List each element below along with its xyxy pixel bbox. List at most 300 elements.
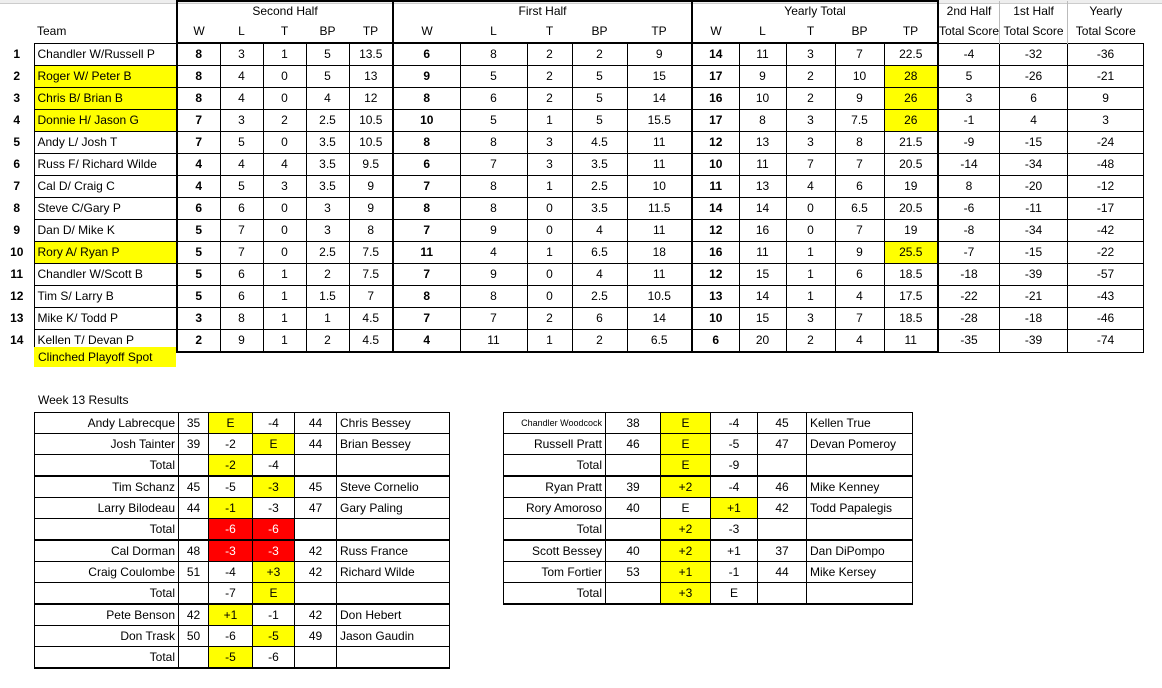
yearly-tp-cell: 21.5 (884, 132, 938, 154)
second-half-w-cell: 5 (177, 286, 220, 308)
col-header-bp: BP (591, 24, 608, 38)
first-half-t-cell: 2 (527, 88, 572, 110)
first-half-l-cell: 7 (460, 308, 527, 330)
player-two-result: -1 (711, 562, 758, 583)
total-score-cell-0: -1 (938, 110, 1000, 132)
player-two-score: 37 (758, 540, 807, 562)
col-header-tp: TP (651, 24, 667, 38)
first-half-l-cell: 5 (460, 66, 527, 88)
second-half-tp-cell: 13 (349, 66, 393, 88)
first-half-bp-cell: 4 (572, 264, 627, 286)
total-label: Total (504, 455, 606, 477)
total-score-cell-2: 3 (1068, 110, 1144, 132)
second-half-t-cell: 2 (263, 110, 306, 132)
rank-cell: 7 (13, 179, 21, 193)
second-half-t-cell: 1 (263, 264, 306, 286)
standings-row (0, 154, 1144, 176)
total-blank (606, 583, 661, 605)
first-half-bp-cell: 6 (572, 308, 627, 330)
yearly-t-cell: 0 (786, 198, 835, 220)
total-a: -5 (209, 647, 253, 669)
header-row-groups (0, 1, 1144, 20)
yearly-w-cell: 16 (692, 242, 739, 264)
yearly-tp-cell: 11 (884, 330, 938, 353)
second-half-l-cell: 9 (220, 330, 263, 353)
yearly-total-header: Yearly Total (692, 1, 938, 20)
first-half-t-cell: 2 (527, 43, 572, 66)
second-half-bp-cell: 3.5 (306, 154, 349, 176)
yearly-w-cell: 13 (692, 286, 739, 308)
total-score-cell-1: -39 (1000, 330, 1068, 353)
yearly-l-cell: 11 (739, 154, 786, 176)
yearly-bp-cell: 7 (835, 154, 884, 176)
first-half-bp-cell: 4.5 (572, 132, 627, 154)
col-header-t: T (806, 24, 815, 38)
result-row (35, 476, 450, 498)
player-two-name: Chris Bessey (337, 413, 450, 434)
first-half-tp-cell: 9 (627, 43, 692, 66)
player-one-score: 45 (179, 476, 209, 498)
yearly-tp-cell: 18.5 (884, 264, 938, 286)
player-one-name: Chandler Woodcock (504, 413, 606, 434)
first-half-w-cell: 11 (393, 242, 460, 264)
result-row (35, 540, 450, 562)
team-header-blank (34, 1, 177, 20)
result-row (35, 434, 450, 455)
yearly-l-cell: 14 (739, 198, 786, 220)
player-two-name: Todd Papalegis (807, 498, 913, 519)
total-score-cell-2: -21 (1068, 66, 1144, 88)
total-b: -6 (253, 519, 295, 541)
player-one-name: Rory Amoroso (504, 498, 606, 519)
first-half-w-cell: 8 (393, 88, 460, 110)
second-half-tp-cell: 10.5 (349, 110, 393, 132)
yearly-t-cell: 2 (786, 330, 835, 353)
first-half-header: First Half (393, 1, 692, 20)
yearly-bp-cell: 4 (835, 286, 884, 308)
player-one-result: -1 (209, 498, 253, 519)
player-one-score: 38 (606, 413, 661, 434)
yearly-w-cell: 17 (692, 66, 739, 88)
rank-cell: 6 (13, 157, 21, 171)
rank-cell: 1 (13, 46, 21, 61)
first-half-w-cell: 8 (393, 132, 460, 154)
second-half-w-cell: 2 (177, 330, 220, 353)
yearly-tp-cell: 17.5 (884, 286, 938, 308)
col-header-w: W (177, 20, 220, 43)
header-row-columns (0, 20, 1144, 43)
second-half-w-cell: 8 (177, 66, 220, 88)
result-row (504, 540, 913, 562)
standings-row (0, 220, 1144, 242)
second-half-l-cell: 5 (220, 132, 263, 154)
first-half-t-cell: 3 (527, 154, 572, 176)
team-name-cell: Tim S/ Larry B (34, 286, 177, 308)
first-half-l-cell: 6 (460, 88, 527, 110)
team-name-cell: Cal D/ Craig C (34, 176, 177, 198)
rank-cell: 8 (13, 201, 21, 215)
yearly-tp-cell: 19 (884, 176, 938, 198)
corner-cell-2 (0, 20, 34, 43)
first-half-bp-cell: 3.5 (572, 154, 627, 176)
team-name-cell: Andy L/ Josh T (34, 132, 177, 154)
second-half-w-cell: 4 (177, 176, 220, 198)
result-total-row (35, 583, 450, 605)
player-one-result: +1 (209, 604, 253, 626)
second-half-tp-cell: 7.5 (349, 242, 393, 264)
second-half-bp-cell: 3.5 (306, 132, 349, 154)
player-one-result: +1 (661, 562, 711, 583)
standings-row (0, 43, 1144, 66)
first-half-l-cell: 11 (460, 330, 527, 353)
yearly-t-cell: 4 (786, 176, 835, 198)
second-half-t-cell: 3 (263, 176, 306, 198)
player-one-result: +2 (661, 476, 711, 498)
second-half-t-cell: 0 (263, 242, 306, 264)
total-blank (606, 519, 661, 541)
second-half-header: Second Half (177, 1, 393, 20)
rank-cell: 11 (10, 267, 24, 281)
player-one-result: -4 (209, 562, 253, 583)
player-two-name: Kellen True (807, 413, 913, 434)
second-half-tp-cell: 7 (349, 286, 393, 308)
first-half-tp-cell: 11 (627, 220, 692, 242)
second-half-t-cell: 0 (263, 198, 306, 220)
player-one-score: 53 (606, 562, 661, 583)
total-score-cell-0: 8 (938, 176, 1000, 198)
total-a: -2 (209, 455, 253, 477)
player-two-name: Brian Bessey (337, 434, 450, 455)
second-half-tp-cell: 12 (349, 88, 393, 110)
yearly-tp-cell: 20.5 (884, 154, 938, 176)
player-two-score: 45 (758, 413, 807, 434)
first-half-t-cell: 1 (527, 242, 572, 264)
yearly-w-cell: 14 (692, 43, 739, 66)
first-half-t-cell: 0 (527, 286, 572, 308)
summary-header-top-2: Yearly (1068, 1, 1144, 20)
total-score-cell-0: -28 (938, 308, 1000, 330)
total-blank-3 (337, 455, 450, 477)
second-half-tp-cell: 7.5 (349, 264, 393, 286)
rank-cell: 14 (10, 333, 24, 348)
player-two-name: Mike Kersey (807, 562, 913, 583)
total-score-cell-2: 9 (1068, 88, 1144, 110)
player-one-result: E (661, 498, 711, 519)
player-two-result: -5 (711, 434, 758, 455)
team-name-cell: Chandler W/Russell P (34, 43, 177, 66)
player-one-score: 40 (606, 540, 661, 562)
player-one-name: Pete Benson (35, 604, 179, 626)
total-score-cell-2: -42 (1068, 220, 1144, 242)
clinched-playoff-legend: Clinched Playoff Spot (34, 347, 176, 367)
total-score-cell-1: 4 (1000, 110, 1068, 132)
result-total-row (35, 647, 450, 669)
standings-row (0, 308, 1144, 330)
player-one-score: 40 (606, 498, 661, 519)
total-blank-3 (807, 583, 913, 605)
total-score-cell-1: -34 (1000, 154, 1068, 176)
total-score-cell-1: -39 (1000, 264, 1068, 286)
second-half-tp-cell: 4.5 (349, 308, 393, 330)
first-half-l-cell: 9 (460, 264, 527, 286)
total-score-cell-1: -34 (1000, 220, 1068, 242)
total-blank-3 (337, 519, 450, 541)
second-half-bp-cell: 2.5 (306, 242, 349, 264)
player-two-score: 45 (295, 476, 337, 498)
first-half-t-cell: 0 (527, 264, 572, 286)
player-one-score: 46 (606, 434, 661, 455)
total-score-cell-2: -36 (1068, 43, 1144, 66)
yearly-t-cell: 3 (786, 43, 835, 66)
first-half-l-cell: 5 (460, 110, 527, 132)
player-two-score: 42 (295, 562, 337, 583)
yearly-w-cell: 6 (692, 330, 739, 353)
result-row (504, 476, 913, 498)
second-half-bp-cell: 2 (306, 330, 349, 353)
summary-header-bottom-1: Total Score (1000, 20, 1068, 43)
second-half-w-cell: 8 (177, 88, 220, 110)
first-half-tp-cell: 11 (627, 264, 692, 286)
first-half-tp-cell: 18 (627, 242, 692, 264)
summary-header-top-0: 2nd Half (938, 1, 1000, 20)
player-two-result: +3 (253, 562, 295, 583)
yearly-w-cell: 17 (692, 110, 739, 132)
standings-row (0, 110, 1144, 132)
second-half-w-cell: 5 (177, 242, 220, 264)
second-half-bp-cell: 3 (306, 198, 349, 220)
first-half-t-cell: 0 (527, 198, 572, 220)
total-score-cell-1: -21 (1000, 286, 1068, 308)
result-row (35, 604, 450, 626)
second-half-tp-cell: 4.5 (349, 330, 393, 353)
player-two-result: -1 (253, 604, 295, 626)
yearly-tp-cell: 28 (884, 66, 938, 88)
col-header-tp: TP (362, 24, 379, 38)
first-half-w-cell: 6 (393, 154, 460, 176)
total-score-cell-0: -6 (938, 198, 1000, 220)
player-two-result: -4 (253, 413, 295, 434)
yearly-tp-cell: 26 (884, 88, 938, 110)
player-two-name: Jason Gaudin (337, 626, 450, 647)
total-blank-2 (295, 647, 337, 669)
total-b: -4 (253, 455, 295, 477)
result-total-row (504, 583, 913, 605)
week-results-left-table (34, 412, 450, 669)
total-a: +2 (661, 519, 711, 541)
total-score-cell-1: -15 (1000, 132, 1068, 154)
player-one-score: 39 (179, 434, 209, 455)
second-half-l-cell: 4 (220, 154, 263, 176)
total-score-cell-2: -17 (1068, 198, 1144, 220)
player-two-score: 44 (295, 434, 337, 455)
player-one-name: Cal Dorman (35, 540, 179, 562)
standings-row (0, 132, 1144, 154)
total-label: Total (35, 519, 179, 541)
yearly-bp-cell: 4 (835, 330, 884, 353)
yearly-t-cell: 2 (786, 66, 835, 88)
yearly-tp-cell: 26 (884, 110, 938, 132)
player-one-score: 44 (179, 498, 209, 519)
yearly-l-cell: 16 (739, 220, 786, 242)
corner-cell (0, 1, 34, 20)
first-half-t-cell: 1 (527, 176, 572, 198)
player-two-name: Richard Wilde (337, 562, 450, 583)
second-half-tp-cell: 8 (349, 220, 393, 242)
player-one-result: E (661, 413, 711, 434)
second-half-l-cell: 6 (220, 264, 263, 286)
first-half-bp-cell: 6.5 (572, 242, 627, 264)
second-half-w-cell: 7 (177, 132, 220, 154)
total-b: -6 (253, 647, 295, 669)
total-score-cell-1: 6 (1000, 88, 1068, 110)
rank-cell: 13 (10, 311, 24, 325)
yearly-tp-cell: 18.5 (884, 308, 938, 330)
first-half-w-cell: 10 (393, 110, 460, 132)
result-total-row (35, 455, 450, 477)
player-two-name: Devan Pomeroy (807, 434, 913, 455)
second-half-l-cell: 8 (220, 308, 263, 330)
second-half-w-cell: 8 (177, 43, 220, 66)
first-half-tp-cell: 10.5 (627, 286, 692, 308)
total-blank-2 (295, 519, 337, 541)
player-one-score: 48 (179, 540, 209, 562)
standings-row (0, 286, 1144, 308)
yearly-l-cell: 11 (739, 242, 786, 264)
total-score-cell-0: -22 (938, 286, 1000, 308)
second-half-t-cell: 0 (263, 66, 306, 88)
player-one-result: -3 (209, 540, 253, 562)
second-half-bp-cell: 2.5 (306, 110, 349, 132)
first-half-w-cell: 6 (393, 43, 460, 66)
yearly-w-cell: 14 (692, 198, 739, 220)
player-two-result: -5 (253, 626, 295, 647)
first-half-bp-cell: 4 (572, 220, 627, 242)
first-half-t-cell: 3 (527, 132, 572, 154)
total-score-cell-0: -7 (938, 242, 1000, 264)
yearly-t-cell: 1 (786, 242, 835, 264)
result-row (35, 413, 450, 434)
first-half-t-cell: 1 (527, 110, 572, 132)
first-half-w-cell: 8 (393, 198, 460, 220)
second-half-tp-cell: 9.5 (349, 154, 393, 176)
second-half-t-cell: 1 (263, 43, 306, 66)
player-one-name: Scott Bessey (504, 540, 606, 562)
first-half-t-cell: 1 (527, 330, 572, 353)
first-half-l-cell: 8 (460, 43, 527, 66)
rank-cell: 12 (10, 289, 24, 303)
yearly-w-cell: 10 (692, 154, 739, 176)
player-two-result: E (253, 434, 295, 455)
yearly-w-cell: 12 (692, 220, 739, 242)
player-two-score: 42 (295, 540, 337, 562)
total-score-cell-2: -24 (1068, 132, 1144, 154)
second-half-w-cell: 4 (177, 154, 220, 176)
total-a: +3 (661, 583, 711, 605)
yearly-t-cell: 7 (786, 154, 835, 176)
team-name-cell: Rory A/ Ryan P (34, 242, 177, 264)
yearly-bp-cell: 9 (835, 88, 884, 110)
player-two-result: -3 (253, 498, 295, 519)
total-score-cell-2: -43 (1068, 286, 1144, 308)
player-one-name: Don Trask (35, 626, 179, 647)
total-score-cell-1: -32 (1000, 43, 1068, 66)
player-one-score: 51 (179, 562, 209, 583)
player-one-result: -5 (209, 476, 253, 498)
player-one-name: Josh Tainter (35, 434, 179, 455)
player-one-score: 42 (179, 604, 209, 626)
second-half-l-cell: 4 (220, 88, 263, 110)
team-name-cell: Kellen T/ Devan P (34, 330, 177, 353)
yearly-l-cell: 13 (739, 132, 786, 154)
total-score-cell-1: -11 (1000, 198, 1068, 220)
standings-row (0, 66, 1144, 88)
total-label: Total (504, 583, 606, 605)
player-two-name: Don Hebert (337, 604, 450, 626)
second-half-w-cell: 5 (177, 264, 220, 286)
first-half-tp-cell: 11 (627, 132, 692, 154)
yearly-bp-cell: 6.5 (835, 198, 884, 220)
total-blank-2 (295, 583, 337, 605)
first-half-bp-cell: 2 (572, 330, 627, 353)
team-name-cell: Donnie H/ Jason G (34, 110, 177, 132)
team-name-cell: Roger W/ Peter B (34, 66, 177, 88)
total-score-cell-0: -8 (938, 220, 1000, 242)
second-half-t-cell: 0 (263, 132, 306, 154)
total-blank (179, 455, 209, 477)
first-half-w-cell: 7 (393, 264, 460, 286)
second-half-tp-cell: 10.5 (349, 132, 393, 154)
total-score-cell-2: -22 (1068, 242, 1144, 264)
first-half-tp-cell: 11 (627, 154, 692, 176)
total-blank-3 (807, 519, 913, 541)
second-half-l-cell: 5 (220, 176, 263, 198)
col-header-l: L (490, 24, 497, 38)
second-half-t-cell: 1 (263, 308, 306, 330)
result-row (504, 413, 913, 434)
yearly-bp-cell: 6 (835, 264, 884, 286)
first-half-tp-cell: 15.5 (627, 110, 692, 132)
second-half-l-cell: 3 (220, 110, 263, 132)
first-half-bp-cell: 2.5 (572, 176, 627, 198)
rank-cell: 3 (13, 91, 21, 105)
second-half-bp-cell: 4 (306, 88, 349, 110)
yearly-t-cell: 0 (786, 220, 835, 242)
second-half-w-cell: 5 (177, 220, 220, 242)
second-half-bp-cell: 2 (306, 264, 349, 286)
first-half-tp-cell: 14 (627, 88, 692, 110)
yearly-w-cell: 11 (692, 176, 739, 198)
second-half-t-cell: 1 (263, 286, 306, 308)
total-score-cell-2: -57 (1068, 264, 1144, 286)
col-header-t: T (280, 24, 289, 38)
team-name-cell: Mike K/ Todd P (34, 308, 177, 330)
yearly-tp-cell: 20.5 (884, 198, 938, 220)
second-half-t-cell: 4 (263, 154, 306, 176)
first-half-w-cell: 8 (393, 286, 460, 308)
player-one-result: +2 (661, 540, 711, 562)
total-label: Total (504, 519, 606, 541)
result-total-row (35, 519, 450, 541)
yearly-l-cell: 8 (739, 110, 786, 132)
yearly-bp-cell: 7 (835, 43, 884, 66)
first-half-tp-cell: 14 (627, 308, 692, 330)
first-half-t-cell: 2 (527, 66, 572, 88)
player-two-result: +1 (711, 540, 758, 562)
result-total-row (504, 519, 913, 541)
total-score-cell-1: -18 (1000, 308, 1068, 330)
player-one-name: Tom Fortier (504, 562, 606, 583)
yearly-t-cell: 1 (786, 264, 835, 286)
